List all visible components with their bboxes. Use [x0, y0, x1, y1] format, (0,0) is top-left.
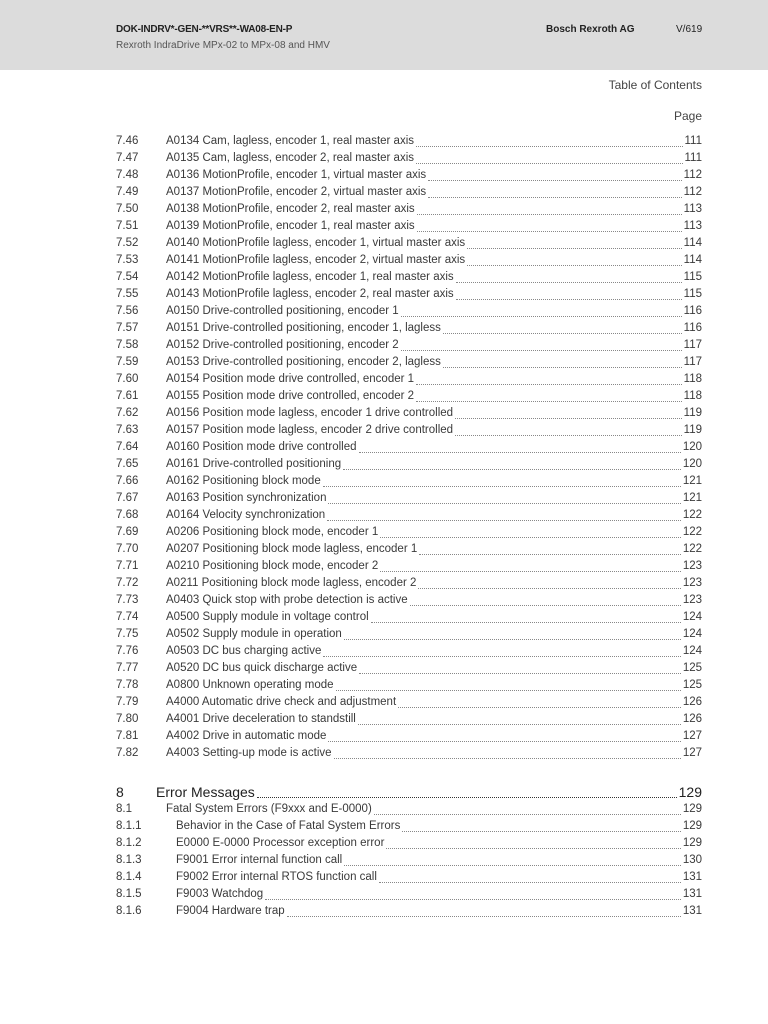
- entry-page: 119: [683, 407, 702, 419]
- dot-leader: [416, 392, 682, 402]
- dot-leader: [418, 579, 680, 589]
- entry-title: F9002 Error internal RTOS function call: [176, 871, 377, 883]
- entry-title: A0500 Supply module in voltage control: [166, 611, 369, 623]
- toc-entry[interactable]: [116, 473, 702, 490]
- page-column-label: Page: [673, 109, 702, 123]
- dot-leader: [428, 171, 682, 181]
- document-id: DOK-INDRV*-GEN-**VRS**-WA08-EN-P: [116, 24, 293, 35]
- dot-leader: [374, 805, 681, 815]
- entry-page: 111: [684, 135, 702, 147]
- toc-entry[interactable]: [116, 801, 702, 818]
- entry-title: A0164 Velocity synchronization: [166, 509, 326, 521]
- entry-page: 113: [683, 203, 702, 215]
- toc-entry[interactable]: [116, 575, 702, 592]
- entry-title: A4003 Setting-up mode is active: [166, 747, 332, 759]
- chapter-number: 8: [116, 784, 124, 800]
- entry-page: 120: [682, 441, 702, 453]
- dot-leader: [358, 715, 681, 725]
- entry-number: 8.1.6: [116, 905, 142, 917]
- dot-leader: [467, 239, 682, 249]
- entry-title: E0000 E-0000 Processor exception error: [176, 837, 385, 849]
- chapter-page: 129: [678, 784, 702, 800]
- entry-number: 7.82: [116, 747, 139, 759]
- entry-number: 7.63: [116, 424, 139, 436]
- entry-title: A0143 MotionProfile lagless, encoder 2, real master axis: [166, 288, 454, 300]
- toc-entry[interactable]: [116, 337, 702, 354]
- page-header: [0, 0, 768, 70]
- entry-title: F9004 Hardware trap: [176, 905, 285, 917]
- entry-page: 124: [682, 611, 702, 623]
- dot-leader: [417, 205, 682, 215]
- entry-title: A0140 MotionProfile lagless, encoder 1, virtual master axis: [166, 237, 466, 249]
- toc-entry[interactable]: [116, 150, 702, 167]
- entry-title: Behavior in the Case of Fatal System Errors: [176, 820, 401, 832]
- entry-title: A0150 Drive-controlled positioning, encoder 1: [166, 305, 399, 317]
- dot-leader: [327, 511, 681, 521]
- entry-title: A0163 Position synchronization: [166, 492, 327, 504]
- entry-title: F9003 Watchdog: [176, 888, 264, 900]
- entry-page: 126: [682, 696, 702, 708]
- toc-entry[interactable]: [116, 405, 702, 422]
- header-page-number: V/619: [676, 24, 703, 35]
- toc-entry[interactable]: [116, 711, 702, 728]
- toc-entry[interactable]: [116, 852, 702, 869]
- dot-leader: [416, 154, 683, 164]
- toc-entry[interactable]: [116, 286, 702, 303]
- toc-entry[interactable]: [116, 490, 702, 507]
- toc-entry[interactable]: [116, 252, 702, 269]
- entry-number: 8.1.5: [116, 888, 142, 900]
- entry-number: 7.52: [116, 237, 139, 249]
- entry-page: 112: [683, 186, 702, 198]
- entry-title: A0142 MotionProfile lagless, encoder 1, real master axis: [166, 271, 454, 283]
- toc-entry[interactable]: [116, 660, 702, 677]
- entry-title: A0160 Position mode drive controlled: [166, 441, 357, 453]
- entry-title: A0207 Positioning block mode lagless, encoder 1: [166, 543, 418, 555]
- entry-title: A0157 Position mode lagless, encoder 2 drive controlled: [166, 424, 454, 436]
- entry-number: 7.70: [116, 543, 139, 555]
- entry-number: 7.74: [116, 611, 139, 623]
- entry-number: 7.53: [116, 254, 139, 266]
- entry-page: 115: [683, 271, 702, 283]
- dot-leader: [343, 460, 681, 470]
- entry-page: 124: [682, 628, 702, 640]
- entry-number: 7.56: [116, 305, 139, 317]
- entry-page: 117: [683, 339, 702, 351]
- dot-leader: [344, 856, 681, 866]
- entry-number: 7.72: [116, 577, 139, 589]
- entry-number: 7.62: [116, 407, 139, 419]
- entry-page: 111: [684, 152, 702, 164]
- entry-page: 113: [683, 220, 702, 232]
- toc-entry[interactable]: [116, 371, 702, 388]
- toc-entry[interactable]: [116, 456, 702, 473]
- dot-leader: [410, 596, 681, 606]
- entry-number: 7.76: [116, 645, 139, 657]
- toc-entry[interactable]: [116, 609, 702, 626]
- entry-page: 114: [683, 237, 702, 249]
- entry-page: 131: [682, 888, 702, 900]
- entry-number: 7.51: [116, 220, 139, 232]
- entry-title: A4002 Drive in automatic mode: [166, 730, 327, 742]
- entry-number: 8.1.1: [116, 820, 142, 832]
- dot-leader: [323, 477, 681, 487]
- entry-title: A0502 Supply module in operation: [166, 628, 342, 640]
- entry-title: A0211 Positioning block mode lagless, encoder 2: [166, 577, 417, 589]
- entry-title: A0503 DC bus charging active: [166, 645, 322, 657]
- toc-entry[interactable]: [116, 167, 702, 184]
- toc-entry[interactable]: [116, 745, 702, 762]
- toc-entry[interactable]: [116, 303, 702, 320]
- entry-number: 7.69: [116, 526, 139, 538]
- toc-entry[interactable]: [116, 835, 702, 852]
- entry-number: 7.68: [116, 509, 139, 521]
- dot-leader: [344, 630, 681, 640]
- toc-entry[interactable]: [116, 133, 702, 150]
- dot-leader: [359, 664, 681, 674]
- dot-leader: [398, 698, 681, 708]
- dot-leader: [443, 358, 682, 368]
- toc-entry[interactable]: [116, 677, 702, 694]
- toc-entry[interactable]: [116, 269, 702, 286]
- dot-leader: [456, 273, 682, 283]
- entry-number: 8.1: [116, 803, 132, 815]
- entry-number: 8.1.4: [116, 871, 142, 883]
- toc-subentry-list: [116, 801, 702, 920]
- entry-number: 7.47: [116, 152, 139, 164]
- dot-leader: [416, 137, 683, 147]
- dot-leader: [443, 324, 682, 334]
- entry-page: 127: [682, 730, 702, 742]
- entry-page: 129: [682, 837, 702, 849]
- toc-entry[interactable]: [116, 558, 702, 575]
- entry-page: 112: [683, 169, 702, 181]
- entry-page: 114: [683, 254, 702, 266]
- entry-title: A0141 MotionProfile lagless, encoder 2, virtual master axis: [166, 254, 466, 266]
- entry-number: 7.48: [116, 169, 139, 181]
- dot-leader: [455, 409, 682, 419]
- entry-page: 123: [682, 577, 702, 589]
- entry-title: A4000 Automatic drive check and adjustment: [166, 696, 397, 708]
- toc-entry[interactable]: [116, 643, 702, 660]
- entry-page: 124: [682, 645, 702, 657]
- entry-page: 119: [683, 424, 702, 436]
- entry-page: 130: [682, 854, 702, 866]
- chapter-title: Error Messages: [156, 784, 255, 800]
- entry-number: 7.80: [116, 713, 139, 725]
- entry-title: A4001 Drive deceleration to standstill: [166, 713, 356, 725]
- toc-entry[interactable]: [116, 728, 702, 745]
- entry-page: 116: [683, 322, 702, 334]
- entry-title: A0161 Drive-controlled positioning: [166, 458, 342, 470]
- entry-number: 8.1.2: [116, 837, 142, 849]
- toc-entry[interactable]: [116, 320, 702, 337]
- toc-entry-list: [116, 133, 702, 762]
- dot-leader: [416, 375, 682, 385]
- toc-entry[interactable]: [116, 626, 702, 643]
- toc-entry[interactable]: [116, 507, 702, 524]
- dot-leader: [287, 907, 681, 917]
- dot-leader: [380, 528, 681, 538]
- entry-number: 7.54: [116, 271, 139, 283]
- dot-leader: [428, 188, 682, 198]
- entry-title: A0151 Drive-controlled positioning, encoder 1, lagless: [166, 322, 441, 334]
- toc-entry[interactable]: [116, 592, 702, 609]
- dot-leader: [379, 873, 681, 883]
- toc-entry[interactable]: [116, 903, 702, 920]
- entry-number: 7.64: [116, 441, 139, 453]
- toc-entry[interactable]: [116, 218, 702, 235]
- document-subtitle: Rexroth IndraDrive MPx-02 to MPx-08 and HMV: [116, 40, 330, 51]
- entry-page: 117: [683, 356, 702, 368]
- entry-title: A0210 Positioning block mode, encoder 2: [166, 560, 379, 572]
- entry-title: A0139 MotionProfile, encoder 1, real master axis: [166, 220, 415, 232]
- entry-title: A0206 Positioning block mode, encoder 1: [166, 526, 379, 538]
- entry-number: 7.77: [116, 662, 139, 674]
- entry-page: 122: [682, 509, 702, 521]
- dot-leader: [419, 545, 681, 555]
- dot-leader: [328, 732, 680, 742]
- entry-page: 122: [682, 543, 702, 555]
- company-name: Bosch Rexroth AG: [546, 24, 635, 35]
- toc-entry[interactable]: [116, 694, 702, 711]
- dot-leader: [371, 613, 681, 623]
- toc-entry[interactable]: [116, 524, 702, 541]
- entry-number: 8.1.3: [116, 854, 142, 866]
- entry-title: A0403 Quick stop with probe detection is active: [166, 594, 408, 606]
- entry-page: 116: [683, 305, 702, 317]
- entry-number: 7.75: [116, 628, 139, 640]
- entry-title: A0134 Cam, lagless, encoder 1, real master axis: [166, 135, 415, 147]
- toc-entry[interactable]: [116, 869, 702, 886]
- entry-page: 118: [683, 373, 702, 385]
- entry-page: 126: [682, 713, 702, 725]
- entry-page: 127: [682, 747, 702, 759]
- entry-page: 121: [682, 475, 702, 487]
- dot-leader: [467, 256, 682, 266]
- entry-number: 7.65: [116, 458, 139, 470]
- toc-entry[interactable]: [116, 235, 702, 252]
- toc-title: Table of Contents: [608, 78, 702, 92]
- dot-leader: [380, 562, 681, 572]
- entry-page: 121: [682, 492, 702, 504]
- entry-number: 7.79: [116, 696, 139, 708]
- entry-title: A0155 Position mode drive controlled, encoder 2: [166, 390, 415, 402]
- entry-title: A0162 Positioning block mode: [166, 475, 321, 487]
- toc-entry[interactable]: [116, 818, 702, 835]
- entry-page: 125: [682, 679, 702, 691]
- entry-number: 7.61: [116, 390, 139, 402]
- entry-page: 129: [682, 803, 702, 815]
- toc-entry[interactable]: [116, 541, 702, 558]
- dot-leader: [386, 839, 680, 849]
- entry-title: F9001 Error internal function call: [176, 854, 343, 866]
- entry-page: 123: [682, 560, 702, 572]
- entry-title: A0138 MotionProfile, encoder 2, real master axis: [166, 203, 415, 215]
- dot-leader: [328, 494, 680, 504]
- entry-number: 7.59: [116, 356, 139, 368]
- entry-title: A0137 MotionProfile, encoder 2, virtual master axis: [166, 186, 427, 198]
- entry-title: Fatal System Errors (F9xxx and E-0000): [166, 803, 372, 815]
- dot-leader: [257, 786, 677, 798]
- entry-page: 129: [682, 820, 702, 832]
- entry-title: A0136 MotionProfile, encoder 1, virtual master axis: [166, 169, 427, 181]
- dot-leader: [401, 341, 682, 351]
- entry-number: 7.73: [116, 594, 139, 606]
- dot-leader: [265, 890, 681, 900]
- entry-page: 131: [682, 905, 702, 917]
- entry-title: A0152 Drive-controlled positioning, encoder 2: [166, 339, 399, 351]
- dot-leader: [334, 749, 681, 759]
- dot-leader: [401, 307, 682, 317]
- dot-leader: [359, 443, 681, 453]
- entry-page: 125: [682, 662, 702, 674]
- toc-entry[interactable]: [116, 388, 702, 405]
- dot-leader: [456, 290, 682, 300]
- entry-number: 7.55: [116, 288, 139, 300]
- entry-number: 7.81: [116, 730, 139, 742]
- dot-leader: [402, 822, 680, 832]
- entry-number: 7.46: [116, 135, 139, 147]
- toc-entry[interactable]: [116, 184, 702, 201]
- entry-title: A0135 Cam, lagless, encoder 2, real master axis: [166, 152, 415, 164]
- toc-entry[interactable]: [116, 886, 702, 903]
- dot-leader: [323, 647, 680, 657]
- entry-title: A0154 Position mode drive controlled, encoder 1: [166, 373, 415, 385]
- toc-entry[interactable]: [116, 354, 702, 371]
- entry-number: 7.60: [116, 373, 139, 385]
- entry-title: A0520 DC bus quick discharge active: [166, 662, 358, 674]
- toc-entry[interactable]: [116, 422, 702, 439]
- entry-title: A0156 Position mode lagless, encoder 1 drive controlled: [166, 407, 454, 419]
- entry-title: A0153 Drive-controlled positioning, encoder 2, lagless: [166, 356, 441, 368]
- dot-leader: [336, 681, 681, 691]
- entry-page: 118: [683, 390, 702, 402]
- entry-number: 7.67: [116, 492, 139, 504]
- entry-number: 7.66: [116, 475, 139, 487]
- dot-leader: [417, 222, 682, 232]
- entry-number: 7.57: [116, 322, 139, 334]
- entry-number: 7.78: [116, 679, 139, 691]
- entry-number: 7.49: [116, 186, 139, 198]
- entry-number: 7.50: [116, 203, 139, 215]
- entry-page: 120: [682, 458, 702, 470]
- entry-number: 7.71: [116, 560, 139, 572]
- entry-title: A0800 Unknown operating mode: [166, 679, 334, 691]
- entry-number: 7.58: [116, 339, 139, 351]
- dot-leader: [455, 426, 682, 436]
- toc-entry[interactable]: [116, 201, 702, 218]
- entry-page: 122: [682, 526, 702, 538]
- entry-page: 123: [682, 594, 702, 606]
- toc-chapter-entry[interactable]: [116, 782, 702, 802]
- toc-entry[interactable]: [116, 439, 702, 456]
- entry-page: 131: [682, 871, 702, 883]
- entry-page: 115: [683, 288, 702, 300]
